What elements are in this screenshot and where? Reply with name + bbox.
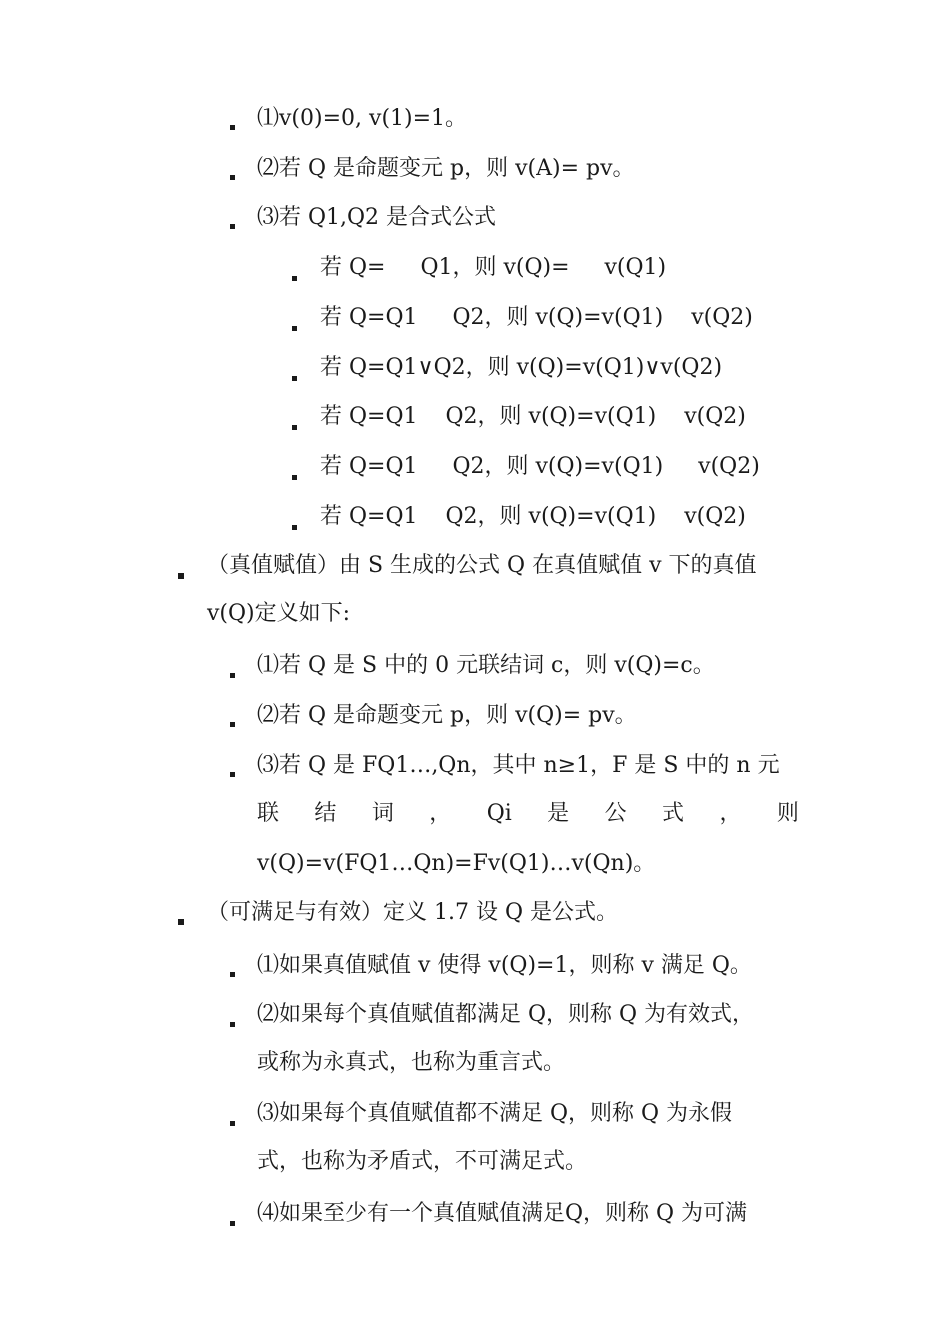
- sub-bullet: [292, 326, 297, 331]
- rule-item-2: ⑵若 Q 是命题变元 p，则 v(A)= pv。: [257, 156, 635, 181]
- bullet: [230, 125, 235, 130]
- valuation-item-3-justified: 联 结 词 ， Qi 是 公 式 ， 则: [257, 801, 799, 826]
- bullet: [230, 224, 235, 229]
- valuation-item-1: ⑴若 Q 是 S 中的 0 元联结词 c，则 v(Q)=c。: [257, 653, 715, 678]
- bullet: [230, 972, 235, 977]
- sub-bullet: [292, 475, 297, 480]
- sub-bullet: [292, 525, 297, 530]
- bullet: [230, 175, 235, 180]
- satisfy-item-3-cont: 式，也称为矛盾式，不可满足式。: [257, 1149, 588, 1174]
- definition-1-7-heading: （可满足与有效）定义 1.7 设 Q 是公式。: [207, 900, 618, 925]
- bullet: [230, 722, 235, 727]
- sub-rule-conjunction: 若 Q=Q1 Q2，则 v(Q)=v(Q1) v(Q2): [320, 305, 753, 330]
- satisfy-item-2-cont: 或称为永真式，也称为重言式。: [257, 1050, 566, 1075]
- sub-rule-equivalence: 若 Q=Q1 Q2，则 v(Q)=v(Q1) v(Q2): [320, 454, 760, 479]
- sub-rule-implication: 若 Q=Q1 Q2，则 v(Q)=v(Q1) v(Q2): [320, 404, 746, 429]
- sub-bullet: [292, 425, 297, 430]
- sub-bullet: [292, 376, 297, 381]
- bullet: [230, 673, 235, 678]
- sub-rule-other: 若 Q=Q1 Q2，则 v(Q)=v(Q1) v(Q2): [320, 504, 746, 529]
- bullet: [230, 1121, 235, 1126]
- satisfy-item-3: ⑶如果每个真值赋值都不满足 Q，则称 Q 为永假: [257, 1101, 733, 1126]
- sub-rule-disjunction: 若 Q=Q1∨Q2，则 v(Q)=v(Q1)∨v(Q2): [320, 355, 723, 380]
- bullet: [230, 1221, 235, 1226]
- sub-rule-negation: 若 Q= Q1，则 v(Q)= v(Q1): [320, 255, 667, 280]
- definition-continuation: v(Q)定义如下:: [207, 601, 351, 626]
- bullet: [230, 772, 235, 777]
- valuation-item-3: ⑶若 Q 是 FQ1…,Qn，其中 n≥1，F 是 S 中的 n 元: [257, 753, 780, 778]
- rule-item-3: ⑶若 Q1,Q2 是合式公式: [257, 205, 497, 230]
- sub-bullet: [292, 276, 297, 281]
- definition-heading: （真值赋值）由 S 生成的公式 Q 在真值赋值 v 下的真值: [207, 553, 757, 578]
- bullet: [178, 573, 184, 579]
- satisfy-item-4: ⑷如果至少有一个真值赋值满足Q，则称 Q 为可满: [257, 1201, 748, 1226]
- rule-item-1: ⑴v(0)=0, v(1)=1。: [257, 106, 468, 131]
- satisfy-item-2: ⑵如果每个真值赋值都满足 Q，则称 Q 为有效式，: [257, 1002, 755, 1027]
- valuation-item-3-formula: v(Q)=v(FQ1…Qn)=Fv(Q1)…v(Qn)。: [257, 851, 656, 876]
- satisfy-item-1: ⑴如果真值赋值 v 使得 v(Q)=1，则称 v 满足 Q。: [257, 953, 752, 978]
- bullet: [230, 1022, 235, 1027]
- bullet: [178, 919, 184, 925]
- valuation-item-2: ⑵若 Q 是命题变元 p，则 v(Q)= pv。: [257, 703, 637, 728]
